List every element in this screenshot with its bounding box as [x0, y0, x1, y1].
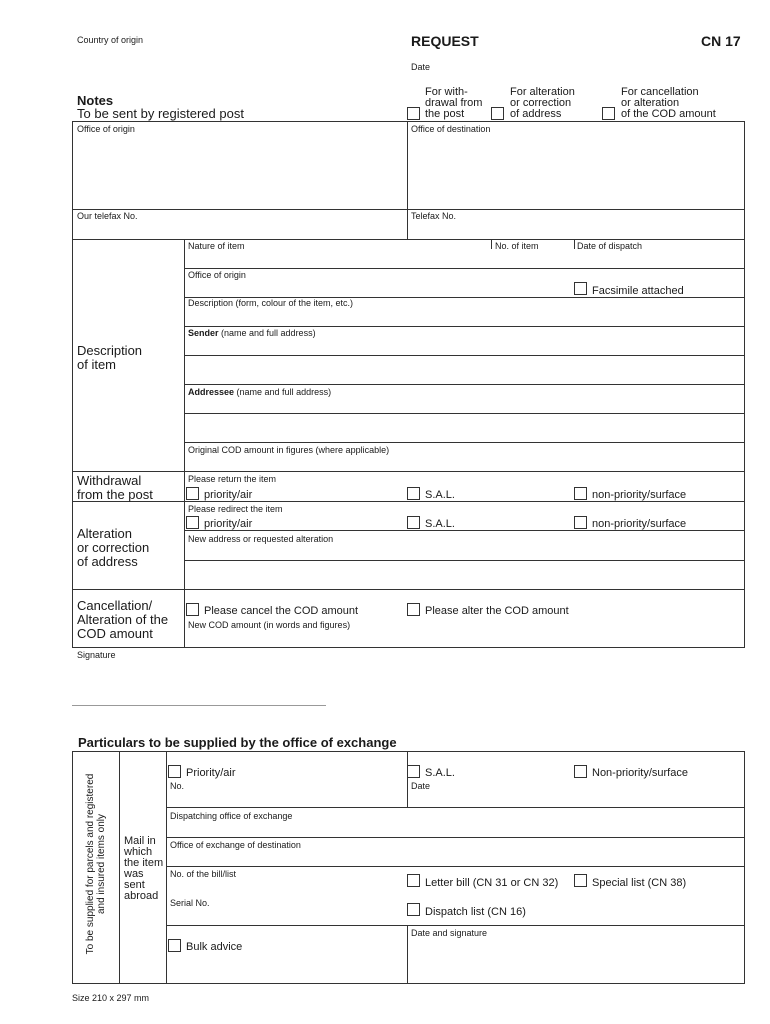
letter-bill-checkbox[interactable]	[407, 874, 420, 887]
alteration-surface-checkbox[interactable]	[574, 516, 587, 529]
telefax-divider	[72, 209, 745, 210]
signature-label: Signature	[77, 650, 116, 660]
bulk-advice-label: Bulk advice	[186, 941, 243, 953]
letter-bill-label: Letter bill (CN 31 or CN 32)	[425, 877, 559, 889]
office-of-origin-field[interactable]: Office of origin	[77, 124, 135, 134]
alter-cod-checkbox[interactable]	[407, 603, 420, 616]
opt-withdrawal-line3: the post	[425, 108, 465, 120]
offices-frame	[72, 121, 745, 240]
main-label-column-divider	[184, 239, 185, 648]
alteration-priority-label: priority/air	[204, 518, 253, 530]
withdrawal-label-2: from the post	[77, 487, 153, 502]
alter-cod-label: Please alter the COD amount	[425, 605, 569, 617]
withdrawal-label-1: Withdrawal	[77, 473, 142, 488]
rotated-note-line1: To be supplied for parcels and registered	[85, 773, 96, 955]
alteration-sal-checkbox[interactable]	[407, 516, 420, 529]
exchange-priority-checkbox[interactable]	[168, 765, 181, 778]
section-line	[72, 589, 745, 590]
exchange-inner-divider	[407, 751, 408, 808]
exchange-priority-label: Priority/air	[186, 767, 236, 779]
exchange-title: Particulars to be supplied by the office of exchange	[78, 735, 397, 750]
mail-label-1: Mail in	[124, 835, 156, 847]
tick	[491, 239, 492, 249]
dispatch-list-label: Dispatch list (CN 16)	[425, 906, 526, 918]
size-footer: Size 210 x 297 mm	[72, 993, 150, 1003]
alteration-label-2: or correction	[77, 540, 150, 555]
dispatch-list-checkbox[interactable]	[407, 903, 420, 916]
row-line	[184, 442, 745, 443]
withdrawal-instruction: Please return the item	[188, 474, 277, 484]
opt-alteration-line1: For alteration	[510, 86, 575, 98]
mail-label-4: was	[124, 868, 144, 880]
exchange-no-field[interactable]: No.	[170, 781, 185, 791]
exchange-col-divider-1	[119, 751, 120, 984]
exchange-sal-label: S.A.L.	[425, 767, 455, 779]
exchange-row-line	[166, 925, 745, 926]
exchange-row-line	[166, 866, 745, 867]
our-telefax-field[interactable]: Our telefax No.	[77, 211, 138, 221]
row-line	[184, 560, 745, 561]
row-line	[184, 384, 745, 385]
addressee-field[interactable]	[188, 387, 331, 397]
notes-subtitle: To be sent by registered post	[77, 106, 244, 121]
row-line	[184, 355, 745, 356]
row-line	[184, 268, 745, 269]
mail-label-6: abroad	[124, 890, 159, 902]
form-code: CN 17	[701, 33, 741, 49]
opt-withdrawal-line2: drawal from	[425, 97, 483, 109]
new-address-field[interactable]: New address or requested alteration	[188, 534, 334, 544]
sender-field[interactable]	[188, 328, 316, 338]
alteration-surface-label: non-priority/surface	[592, 518, 687, 530]
notes-title: Notes	[77, 93, 114, 108]
item-office-of-origin-field[interactable]: Office of origin	[188, 270, 246, 280]
cancellation-label-2: Alteration of the	[77, 612, 169, 627]
section-line	[72, 471, 745, 472]
addressee-bold: Addressee	[188, 387, 235, 397]
telefax-field[interactable]: Telefax No.	[411, 211, 457, 221]
withdrawal-sal-checkbox[interactable]	[407, 487, 420, 500]
opt-alteration-line3: of address	[510, 108, 562, 120]
date-signature-field[interactable]: Date and signature	[411, 928, 488, 938]
opt-cancellation-line2: or alteration	[621, 97, 680, 109]
sender-rest: (name and full address)	[218, 328, 316, 338]
alteration-sal-label: S.A.L.	[425, 518, 455, 530]
withdrawal-surface-checkbox[interactable]	[574, 487, 587, 500]
cancel-cod-checkbox[interactable]	[186, 603, 199, 616]
exchange-col-divider-2	[166, 751, 167, 984]
withdrawal-surface-label: non-priority/surface	[592, 489, 687, 501]
original-cod-field[interactable]: Original COD amount in figures (where applicable)	[188, 445, 390, 455]
offices-divider	[407, 121, 408, 240]
description-label-1: Description	[77, 343, 143, 358]
sender-bold: Sender	[188, 328, 219, 338]
alteration-label-1: Alteration	[77, 526, 132, 541]
opt-alteration-line2: or correction	[510, 97, 572, 109]
date-of-dispatch-field[interactable]: Date of dispatch	[577, 241, 643, 251]
country-of-origin-label: Country of origin	[77, 35, 144, 45]
date-label: Date	[411, 62, 431, 72]
alteration-label-3: of address	[77, 554, 138, 569]
special-list-checkbox[interactable]	[574, 874, 587, 887]
cancellation-label-1: Cancellation/	[77, 598, 153, 613]
exchange-sal-checkbox[interactable]	[407, 765, 420, 778]
serial-no-field[interactable]: Serial No.	[170, 898, 210, 908]
cancel-cod-label: Please cancel the COD amount	[204, 605, 359, 617]
addressee-rest: (name and full address)	[234, 387, 332, 397]
facsimile-label: Facsimile attached	[592, 285, 684, 297]
exchange-surface-checkbox[interactable]	[574, 765, 587, 778]
main-form-frame	[72, 239, 745, 648]
item-description-field[interactable]: Description (form, colour of the item, etc.)	[188, 298, 354, 308]
mail-label-5: sent	[124, 879, 145, 891]
bulk-advice-checkbox[interactable]	[168, 939, 181, 952]
signature-line[interactable]	[72, 705, 326, 706]
alteration-option-checkbox[interactable]	[491, 107, 504, 120]
form-title: REQUEST	[411, 33, 479, 49]
opt-withdrawal-line1: For with-	[425, 86, 468, 98]
withdrawal-priority-checkbox[interactable]	[186, 487, 199, 500]
row-line	[184, 530, 745, 531]
withdrawal-option-checkbox[interactable]	[407, 107, 420, 120]
exchange-inner-divider	[407, 925, 408, 984]
withdrawal-priority-label: priority/air	[204, 489, 253, 501]
bill-no-field[interactable]: No. of the bill/list	[170, 869, 237, 879]
alteration-instruction: Please redirect the item	[188, 504, 283, 514]
description-label-2: of item	[77, 357, 117, 372]
new-cod-amount-field[interactable]: New COD amount (in words and figures)	[188, 620, 351, 630]
exchange-row-line	[166, 837, 745, 838]
nature-of-item-field[interactable]: Nature of item	[188, 241, 245, 251]
special-list-label: Special list (CN 38)	[592, 877, 687, 889]
no-of-item-field[interactable]: No. of item	[495, 241, 539, 251]
facsimile-checkbox[interactable]	[574, 282, 587, 295]
mail-label-3: the item	[124, 857, 164, 869]
alteration-priority-checkbox[interactable]	[186, 516, 199, 529]
exchange-row-line	[166, 807, 745, 808]
dispatching-office-field[interactable]: Dispatching office of exchange	[170, 811, 293, 821]
destination-office-field[interactable]: Office of exchange of destination	[170, 840, 301, 850]
row-line	[184, 326, 745, 327]
row-line	[184, 413, 745, 414]
tick	[574, 239, 575, 249]
rotated-note-line2: and insured items only	[96, 813, 107, 915]
withdrawal-sal-label: S.A.L.	[425, 489, 455, 501]
office-of-destination-field[interactable]: Office of destination	[411, 124, 491, 134]
section-line	[72, 501, 745, 502]
opt-cancellation-line3: of the COD amount	[621, 108, 716, 120]
cancellation-label-3: COD amount	[77, 626, 153, 641]
rotated-note	[85, 764, 109, 964]
cancellation-option-checkbox[interactable]	[602, 107, 615, 120]
mail-label-2: which	[124, 846, 153, 858]
exchange-date-field[interactable]: Date	[411, 781, 431, 791]
exchange-surface-label: Non-priority/surface	[592, 767, 688, 779]
opt-cancellation-line1: For cancellation	[621, 86, 699, 98]
